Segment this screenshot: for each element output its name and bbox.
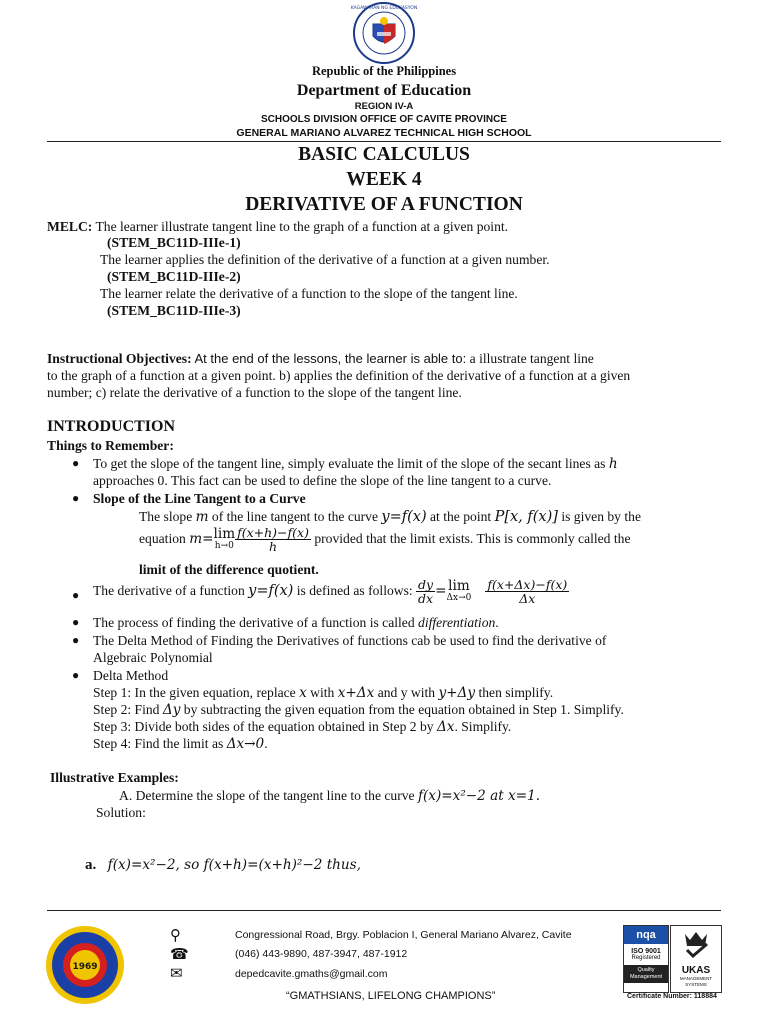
step-2: Step 2: Find Δy by subtracting the given equation from the equation obtained in Step 1. Simplify.	[93, 702, 624, 718]
header-department: Department of Education	[296, 82, 472, 99]
ukas-sub: MANAGEMENT SYSTEMS	[679, 976, 713, 987]
things-to-remember-heading: Things to Remember:	[47, 438, 174, 453]
bullet-5-line-1: The Delta Method of Finding the Derivatives of functions cab be used to find the derivative of	[93, 633, 607, 648]
melc-item-3-code: (STEM_BC11D-IIIe-3)	[107, 303, 241, 318]
crown-tick-icon	[671, 926, 721, 960]
b3-equals: =	[435, 582, 447, 599]
mail-icon: ✉	[170, 964, 183, 982]
b2-limit: lim h→0	[213, 526, 236, 551]
melc-line-1	[47, 219, 508, 235]
objectives-line-3: number; c) relate the derivative of a function to the slope of the tangent line.	[47, 385, 462, 400]
solution-label: Solution:	[96, 805, 146, 820]
bullet-2-line-3: limit of the difference quotient.	[139, 562, 319, 577]
header-region: REGION IV-A	[354, 101, 414, 112]
bullet-6-title: Delta Method	[93, 668, 169, 683]
objectives-line1-rest: a illustrate tangent line	[466, 351, 594, 366]
phone-icon: ☎	[170, 945, 189, 963]
seal-lettering: KAGAWARAN NG EDUKASYON	[350, 6, 418, 11]
header-divider	[47, 141, 721, 142]
location-icon: ⚲	[170, 926, 181, 944]
footer-phone: (046) 443-9890, 487-3947, 487-1912	[235, 948, 408, 960]
deped-seal	[347, 2, 421, 64]
bullet-2-dot: ●	[72, 491, 80, 505]
bullet-3-dot: ●	[72, 588, 80, 602]
step-3: Step 3: Divide both sides of the equation obtained in Step 2 by Δx. Simplify.	[93, 719, 512, 735]
iso-certification-badge	[623, 925, 669, 993]
header-republic: Republic of the Philippines	[311, 64, 457, 78]
bullet-5-line-2: Algebraic Polynomial	[93, 650, 213, 665]
b2-text-e: provided that the limit exists. This is commonly called the	[310, 530, 631, 546]
b3-text-a: The derivative of a function	[93, 582, 249, 598]
melc-item-1-text: The learner illustrate tangent line to the graph of a function at a given point.	[95, 219, 509, 234]
melc-label: MELC:	[47, 219, 93, 234]
example-a-work	[85, 857, 361, 873]
bullet-2-line-2	[139, 526, 631, 553]
ukas-label: UKAS	[681, 965, 711, 976]
logo-year: 1969	[72, 962, 98, 972]
iso-quality: Quality Management	[624, 965, 668, 983]
bullet-1-text: To get the slope of the tangent line, simply evaluate the limit of the slope of the secant lines as	[93, 456, 609, 471]
melc-item-1-code: (STEM_BC11D-IIIe-1)	[107, 235, 241, 250]
b4-period: .	[495, 615, 499, 630]
footer-motto: “GMATHSIANS, LIFELONG CHAMPIONS”	[286, 990, 496, 1002]
header-school: GENERAL MARIANO ALVAREZ TECHNICAL HIGH SCHOOL	[236, 127, 532, 139]
footer-address: Congressional Road, Brgy. Poblacion I, General Mariano Alvarez, Cavite	[235, 929, 572, 941]
subject-title: BASIC CALCULUS	[298, 144, 470, 165]
iso-registered: Registered	[631, 955, 661, 961]
b2-curve-eq: y=f(x)	[381, 509, 427, 525]
b2-difference-quotient: $\frac{f(x+h)-f(x)}{h}$	[237, 525, 309, 555]
step-1: Step 1: In the given equation, replace x with x+Δx and y with y+Δy then simplify.	[93, 685, 554, 701]
objectives-label: Instructional Objectives:	[47, 351, 192, 366]
b3-derivative-quotient: $\frac{f(x+\Delta x)-f(x)}{\Delta x}$	[487, 577, 568, 607]
lesson-title: DERIVATIVE OF A FUNCTION	[245, 194, 523, 215]
school-logo	[45, 925, 125, 1005]
b2-equation-label: equation	[139, 530, 190, 546]
b2-text-c: at the point	[426, 509, 495, 524]
certificate-number: Certificate Number: 118884	[627, 993, 717, 1000]
b2-var-m: m	[195, 509, 209, 525]
examples-heading: Illustrative Examples:	[50, 770, 179, 785]
b3-dy-dx: $\frac{dy}{dx}$	[418, 577, 434, 607]
header-division: SCHOOLS DIVISION OFFICE OF CAVITE PROVINCE	[261, 114, 507, 125]
b2-text-d: is given by the	[557, 509, 641, 524]
example-a-work-math: f(x)=x²−2, so f(x+h)=(x+h)²−2 thus,	[107, 857, 361, 873]
bullet-1-line-1	[93, 456, 618, 472]
b3-limit: lim Δx→0	[446, 578, 472, 603]
bullet-1-var: h	[608, 456, 618, 472]
b2-point: P[x, f(x)]	[494, 509, 558, 525]
objectives-lead: At the end of the lessons, the learner is able to:	[191, 351, 467, 366]
bullet-1-dot: ●	[72, 456, 80, 470]
bullet-4-line	[93, 615, 499, 631]
iso-label: ISO 9001	[631, 948, 661, 955]
example-a-label: a.	[85, 857, 97, 873]
footer-email[interactable]: depedcavite.gmaths@gmail.com	[235, 968, 388, 980]
b2-m-equals: m=	[189, 530, 214, 547]
bullet-5-dot: ●	[72, 633, 80, 647]
b2-text-a: The slope	[139, 509, 196, 524]
ukas-certification-badge	[670, 925, 722, 993]
melc-item-2-code: (STEM_BC11D-IIIe-2)	[107, 269, 241, 284]
b3-function-eq: y=f(x)	[248, 582, 294, 599]
introduction-heading: INTRODUCTION	[47, 418, 176, 435]
objectives-line-1	[47, 351, 594, 367]
week-title: WEEK 4	[346, 169, 422, 190]
b3-text-b: is defined as follows:	[293, 582, 417, 598]
example-a-line: A. Determine the slope of the tangent line to the curve f(x)=x²−2 at x=1.	[119, 788, 541, 804]
melc-item-3-text: The learner relate the derivative of a function to the slope of the tangent line.	[100, 286, 518, 301]
step-4: Step 4: Find the limit as Δx→0.	[93, 736, 268, 752]
b4-differentiation: differentiation	[418, 615, 496, 630]
bullet-4-dot: ●	[72, 615, 80, 629]
footer-divider	[47, 910, 721, 911]
melc-item-2-text: The learner applies the definition of the derivative of a function at a given number.	[100, 252, 550, 267]
objectives-line-2: to the graph of a function at a given point. b) applies the definition of the derivative of a function at a given	[47, 368, 631, 383]
b4-text-a: The process of finding the derivative of a function is called	[93, 615, 419, 630]
bullet-6-dot: ●	[72, 668, 80, 682]
bullet-1-line-2: approaches 0. This fact can be used to define the slope of the line tangent to a curve.	[93, 473, 552, 488]
bullet-2-title: Slope of the Line Tangent to a Curve	[93, 491, 306, 506]
b2-text-b: of the line tangent to the curve	[208, 509, 382, 524]
bullet-3-line	[93, 578, 569, 605]
nqa-label: nqa	[624, 926, 668, 944]
bullet-2-line-1	[139, 509, 641, 525]
